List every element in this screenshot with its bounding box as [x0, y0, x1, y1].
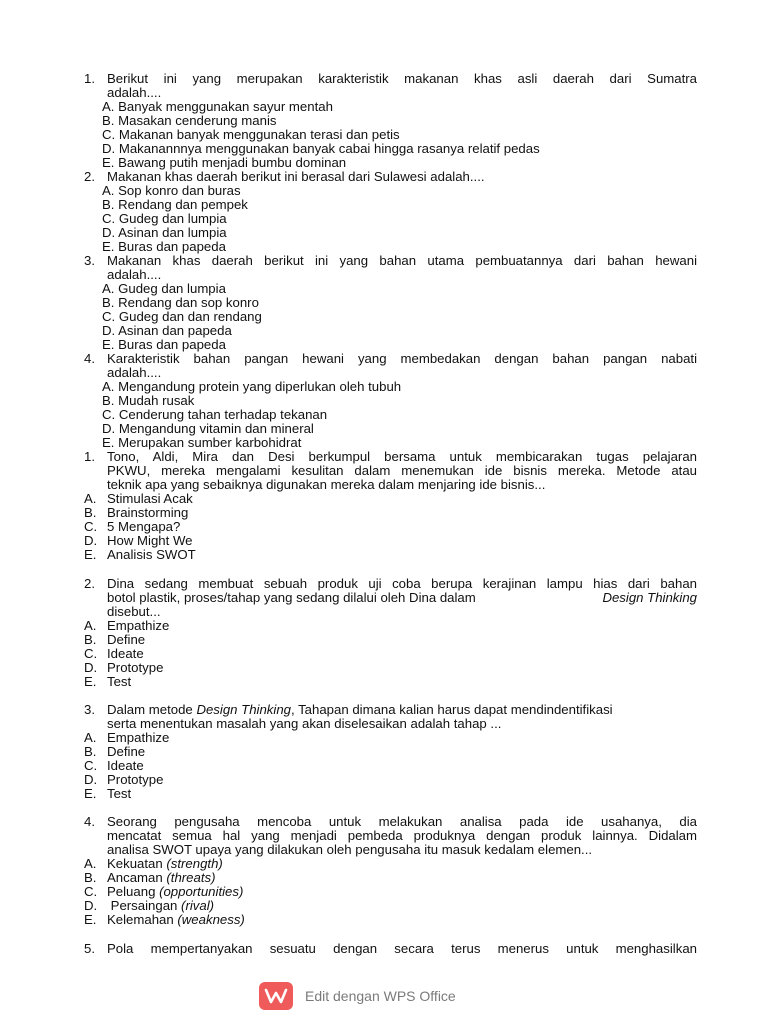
option-text: Kelemahan — [107, 912, 178, 927]
option-text: Ancaman — [107, 870, 167, 885]
option-letter: B. — [84, 870, 97, 885]
question-text: Pola mempertanyakan sesuatu dengan secara terus menerus untuk menghasilkan — [107, 941, 697, 956]
wps-logo-icon — [259, 982, 293, 1010]
option: D. Asinan dan papeda — [102, 323, 232, 338]
question-number: 2. — [84, 169, 95, 184]
option-text: Peluang — [107, 884, 160, 899]
option: Test — [107, 786, 132, 801]
italic-term: Design Thinking — [196, 702, 291, 717]
question-text: botol plastik, proses/tahap yang sedang dilalui oleh Dina dalam — [107, 590, 476, 605]
question-text: Dalam metode — [107, 702, 193, 717]
option-letter: B. — [84, 744, 97, 759]
question-text: adalah.... — [107, 85, 162, 100]
option: B. Masakan cenderung manis — [102, 113, 277, 128]
option-letter: D. — [84, 772, 98, 787]
option-italic: (threats) — [166, 870, 216, 885]
option-letter: D. — [84, 898, 98, 913]
question-text: Makanan khas daerah berikut ini yang bahan utama pembuatannya dari bahan hewani — [107, 253, 697, 268]
question-number: 1. — [84, 71, 95, 86]
wps-edit-banner[interactable] — [259, 982, 456, 1010]
question-text: adalah.... — [107, 267, 162, 282]
option-letter: D. — [84, 533, 98, 548]
question-number: 2. — [84, 576, 95, 591]
option: A. Gudeg dan lumpia — [102, 281, 226, 296]
question-number: 4. — [84, 351, 95, 366]
option: A. Mengandung protein yang diperlukan oleh tubuh — [102, 379, 402, 394]
option: D. Mengandung vitamin dan mineral — [102, 421, 314, 436]
option: Ideate — [107, 646, 144, 661]
option-italic: (rival) — [181, 898, 215, 913]
option: B. Rendang dan sop konro — [102, 295, 259, 310]
option: E. Merupakan sumber karbohidrat — [102, 435, 302, 450]
question-text: adalah.... — [107, 365, 162, 380]
option-letter: A. — [84, 730, 97, 745]
option: E. Buras dan papeda — [102, 337, 226, 352]
question-number: 3. — [84, 702, 95, 717]
option: Brainstorming — [107, 505, 189, 520]
option: Test — [107, 674, 132, 689]
question-text: disebut... — [107, 604, 161, 619]
option-letter: B. — [84, 505, 97, 520]
option-letter: C. — [84, 519, 98, 534]
question-text: Dina sedang membuat sebuah produk uji coba berupa kerajinan lampu hias dari bahan — [107, 576, 697, 591]
question-text: , Tahapan dimana kalian harus dapat mendindentifikasi — [291, 702, 613, 717]
option-letter: C. — [84, 758, 98, 773]
option-letter: E. — [84, 547, 97, 562]
option: A. Banyak menggunakan sayur mentah — [102, 99, 333, 114]
option: Analisis SWOT — [107, 547, 196, 562]
option-text: Persaingan — [107, 898, 182, 913]
option — [107, 885, 243, 899]
option: Prototype — [107, 660, 164, 675]
option: Stimulasi Acak — [107, 491, 193, 506]
option: C. Cenderung tahan terhadap tekanan — [102, 407, 328, 422]
question-number: 5. — [84, 941, 95, 956]
option: B. Mudah rusak — [102, 393, 195, 408]
option: 5 Mengapa? — [107, 519, 181, 534]
question-text: serta menentukan masalah yang akan diselesaikan adalah tahap ... — [107, 716, 502, 731]
question-text-line — [107, 703, 697, 717]
option: A. Sop konro dan buras — [102, 183, 241, 198]
option-letter: E. — [84, 912, 97, 927]
question-text: analisa SWOT upaya yang dilakukan oleh pengusaha itu masuk kedalam elemen... — [107, 842, 593, 857]
option: Define — [107, 632, 146, 647]
option-italic: (opportunities) — [159, 884, 244, 899]
question-text: Berikut ini yang merupakan karakteristik makanan khas asli daerah dari Sumatra — [107, 71, 697, 86]
option-letter: A. — [84, 618, 97, 633]
option-italic: (strength) — [166, 856, 223, 871]
question-text-start — [107, 703, 613, 717]
option — [107, 899, 214, 913]
question-text: teknik apa yang sebaiknya digunakan mereka dalam menjaring ide bisnis... — [107, 477, 546, 492]
option: D. Asinan dan lumpia — [102, 225, 227, 240]
option-letter: A. — [84, 491, 97, 506]
question-number: 3. — [84, 253, 95, 268]
option-letter: B. — [84, 632, 97, 647]
option: B. Rendang dan pempek — [102, 197, 248, 212]
question-text: Seorang pengusaha mencoba untuk melakukan analisa pada ide usahanya, dia — [107, 814, 697, 829]
option-text: Kekuatan — [107, 856, 167, 871]
option — [107, 913, 245, 927]
option-letter: A. — [84, 856, 97, 871]
option: C. Makanan banyak menggunakan terasi dan petis — [102, 127, 400, 142]
wps-edit-label[interactable]: Edit dengan WPS Office — [305, 988, 456, 1004]
option — [107, 871, 216, 885]
option-letter: E. — [84, 786, 97, 801]
option: Ideate — [107, 758, 144, 773]
option: How Might We — [107, 533, 193, 548]
question-text: Tono, Aldi, Mira dan Desi berkumpul bersama untuk membicarakan tugas pelajaran — [107, 449, 697, 464]
option: D. Makanannnya menggunakan banyak cabai hingga rasanya relatif pedas — [102, 141, 540, 156]
option: E. Bawang putih menjadi bumbu dominan — [102, 155, 347, 170]
option: Empathize — [107, 730, 170, 745]
option: C. Gudeg dan lumpia — [102, 211, 227, 226]
option: Define — [107, 744, 146, 759]
question-number: 1. — [84, 449, 95, 464]
option-letter: D. — [84, 660, 98, 675]
question-text: PKWU, mereka mengalami kesulitan dalam menemukan ide bisnis mereka. Metode atau — [107, 463, 697, 478]
option-letter: C. — [84, 646, 98, 661]
question-text: Makanan khas daerah berikut ini berasal dari Sulawesi adalah.... — [107, 169, 485, 184]
question-number: 4. — [84, 814, 95, 829]
italic-term: Design Thinking — [602, 590, 697, 605]
question-text: mencatat semua hal yang menjadi pembeda produknya dengan produk lainnya. Didalam — [107, 828, 697, 843]
option: Empathize — [107, 618, 170, 633]
question-text-line — [107, 591, 697, 605]
option: Prototype — [107, 772, 164, 787]
option-letter: C. — [84, 884, 98, 899]
option-italic: (weakness) — [177, 912, 245, 927]
question-text: Karakteristik bahan pangan hewani yang membedakan dengan bahan pangan nabati — [107, 351, 697, 366]
option-letter: E. — [84, 674, 97, 689]
option: C. Gudeg dan dan rendang — [102, 309, 262, 324]
option — [107, 857, 223, 871]
option: E. Buras dan papeda — [102, 239, 226, 254]
